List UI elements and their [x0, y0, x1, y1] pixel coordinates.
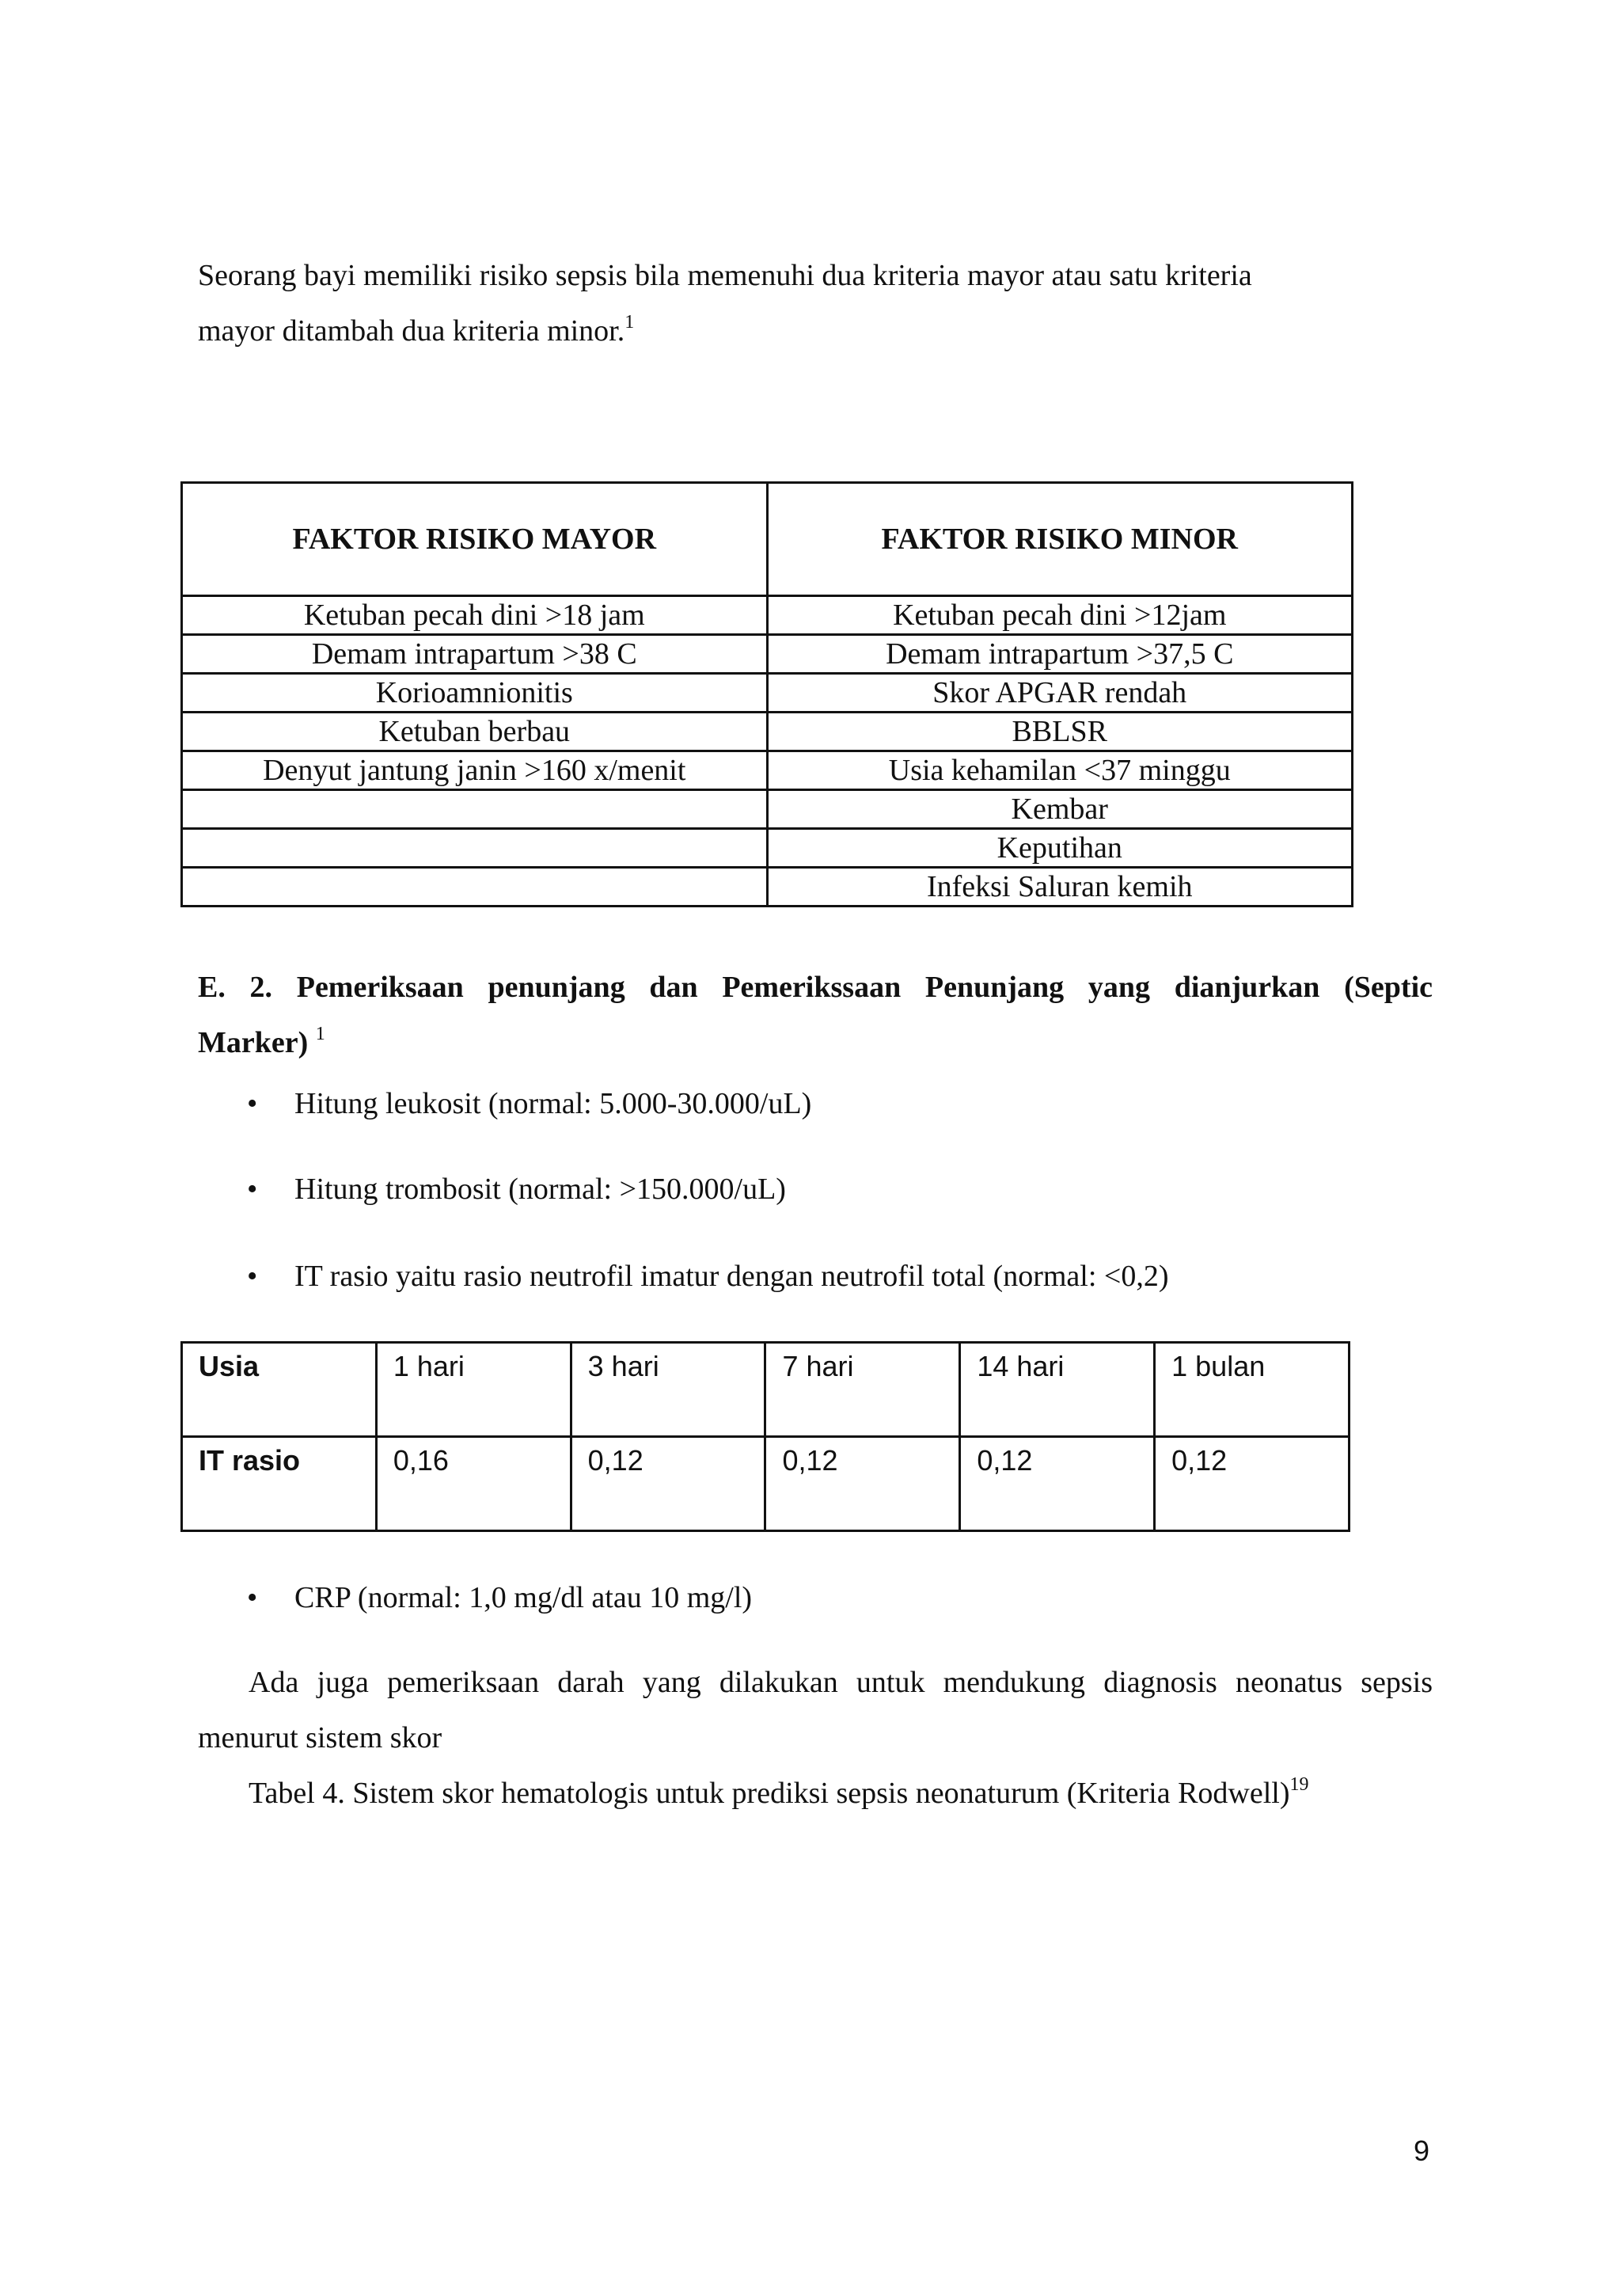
bullet-trombosit: Hitung trombosit (normal: >150.000/uL) — [294, 1173, 786, 1206]
it-ratio-table — [180, 1341, 1350, 1532]
minor-risk-cell: Demam intrapartum >37,5 C — [767, 635, 1353, 674]
table-row — [182, 868, 1353, 907]
closing-line-2: menurut sistem skor — [198, 1721, 442, 1754]
intro-paragraph — [198, 248, 1353, 359]
ratio-cell: 0,12 — [765, 1437, 960, 1531]
table-caption-text: Tabel 4. Sistem skor hematologis untuk prediksi sepsis neonaturum (Kriteria Rodwell) — [249, 1777, 1290, 1810]
ratio-cell: 0,12 — [571, 1437, 765, 1531]
intro-line-1: Seorang bayi memiliki risiko sepsis bila memenuhi dua kriteria mayor atau satu kriteria — [198, 259, 1252, 292]
table-row — [182, 596, 1353, 635]
major-risk-cell — [182, 868, 768, 907]
bullet-marker: • — [247, 1173, 258, 1206]
row-header-usia: Usia — [182, 1343, 377, 1437]
section-heading-line-2 — [198, 1015, 1433, 1070]
table-row — [182, 674, 1353, 713]
table-caption — [198, 1766, 1433, 1821]
minor-risk-cell: Infeksi Saluran kemih — [767, 868, 1353, 907]
age-cell: 1 hari — [376, 1343, 571, 1437]
major-risk-cell — [182, 790, 768, 829]
table-row — [182, 1343, 1350, 1437]
table-row — [182, 1437, 1350, 1531]
risk-table-header-row — [182, 483, 1353, 596]
minor-risk-cell: Skor APGAR rendah — [767, 674, 1353, 713]
minor-risk-cell: Keputihan — [767, 829, 1353, 868]
risk-factor-table — [180, 481, 1353, 907]
intro-line-2 — [198, 303, 1353, 359]
major-risk-cell: Korioamnionitis — [182, 674, 768, 713]
bullet-crp: CRP (normal: 1,0 mg/dl atau 10 mg/l) — [294, 1581, 753, 1614]
section-heading-line-1: E. 2. Pemeriksaan penunjang dan Pemerikssaan Penunjang yang dianjurkan (Septic — [198, 971, 1433, 1004]
major-risk-cell: Denyut jantung janin >160 x/menit — [182, 751, 768, 790]
closing-paragraph — [198, 1655, 1433, 1821]
intro-line-2-text: mayor ditambah dua kriteria minor. — [198, 314, 625, 348]
table-row — [182, 635, 1353, 674]
minor-risk-cell: Ketuban pecah dini >12jam — [767, 596, 1353, 635]
bullet-it-rasio: IT rasio yaitu rasio neutrofil imatur dengan neutrofil total (normal: <0,2) — [294, 1260, 1169, 1293]
table-row — [182, 713, 1353, 751]
bullet-marker: • — [247, 1581, 258, 1614]
ratio-cell: 0,16 — [376, 1437, 571, 1531]
section-heading-line-2-text: Marker) — [198, 1026, 309, 1059]
intro-reference: 1 — [624, 312, 635, 333]
major-risk-cell: Ketuban pecah dini >18 jam — [182, 596, 768, 635]
age-cell: 7 hari — [765, 1343, 960, 1437]
minor-risk-cell: Usia kehamilan <37 minggu — [767, 751, 1353, 790]
minor-risk-cell: BBLSR — [767, 713, 1353, 751]
ratio-cell: 0,12 — [1155, 1437, 1350, 1531]
table-row — [182, 790, 1353, 829]
caption-reference: 19 — [1289, 1774, 1309, 1796]
major-risk-cell: Demam intrapartum >38 C — [182, 635, 768, 674]
major-risk-cell: Ketuban berbau — [182, 713, 768, 751]
section-heading — [198, 960, 1433, 1070]
ratio-cell: 0,12 — [960, 1437, 1155, 1531]
major-risk-cell — [182, 829, 768, 868]
table-row — [182, 829, 1353, 868]
bullet-marker: • — [247, 1260, 258, 1293]
row-header-it-rasio: IT rasio — [182, 1437, 377, 1531]
bullet-marker: • — [247, 1087, 258, 1120]
page-number: 9 — [1414, 2134, 1430, 2167]
closing-line-1: Ada juga pemeriksaan darah yang dilakukan untuk mendukung diagnosis neonatus sepsis — [249, 1666, 1433, 1699]
age-cell: 3 hari — [571, 1343, 765, 1437]
table-row — [182, 751, 1353, 790]
header-major-risk: FAKTOR RISIKO MAYOR — [182, 483, 768, 596]
bullet-leukosit: Hitung leukosit (normal: 5.000-30.000/uL) — [294, 1087, 812, 1120]
header-minor-risk: FAKTOR RISIKO MINOR — [767, 483, 1353, 596]
age-cell: 1 bulan — [1155, 1343, 1350, 1437]
minor-risk-cell: Kembar — [767, 790, 1353, 829]
age-cell: 14 hari — [960, 1343, 1155, 1437]
section-reference: 1 — [315, 1024, 325, 1045]
